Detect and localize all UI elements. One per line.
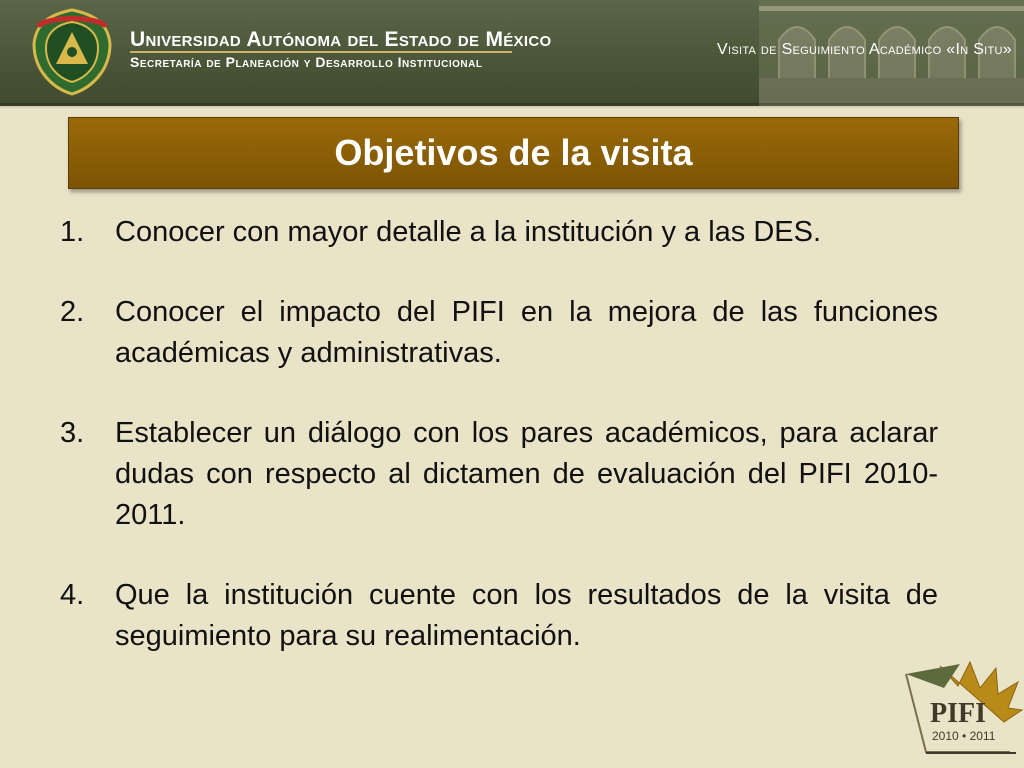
objective-number: 3.: [60, 417, 85, 449]
pifi-logo-years: 2010 • 2011: [932, 729, 996, 743]
university-name: Universidad Autónoma del Estado de México: [130, 28, 552, 51]
objective-item: [60, 292, 938, 374]
objective-text: Que la institución cuente con los resultados de la visita de seguimiento para su realimentación.: [115, 579, 938, 652]
objective-item: [60, 413, 938, 536]
pifi-logo-icon: [900, 660, 1024, 768]
objective-text: Establecer un diálogo con los pares académicos, para aclarar dudas con respecto al dictamen de evaluación del PIFI 2010-2011.: [115, 417, 938, 531]
pifi-logo-text: PIFI: [930, 698, 986, 729]
title-banner: [68, 117, 959, 189]
header-bar: [0, 0, 1024, 106]
presentation-title: Visita de Seguimiento Académico «In Situ»: [717, 41, 1012, 58]
objective-number: 4.: [60, 579, 85, 611]
objectives-list: [60, 212, 938, 696]
objective-item: [60, 575, 938, 657]
objective-number: 1.: [60, 216, 85, 248]
objective-text: Conocer con mayor detalle a la institución y a las DES.: [115, 216, 822, 248]
objective-text: Conocer el impacto del PIFI en la mejora de las funciones académicas y administrativas.: [115, 296, 938, 369]
header-divider: [130, 51, 512, 53]
department-name: Secretaría de Planeación y Desarrollo Institucional: [130, 54, 483, 70]
objective-number: 2.: [60, 296, 85, 328]
slide-title: Objetivos de la visita: [334, 132, 693, 173]
university-seal-icon: [30, 8, 114, 96]
objective-item: [60, 212, 938, 253]
header-shadow: [0, 103, 1024, 109]
